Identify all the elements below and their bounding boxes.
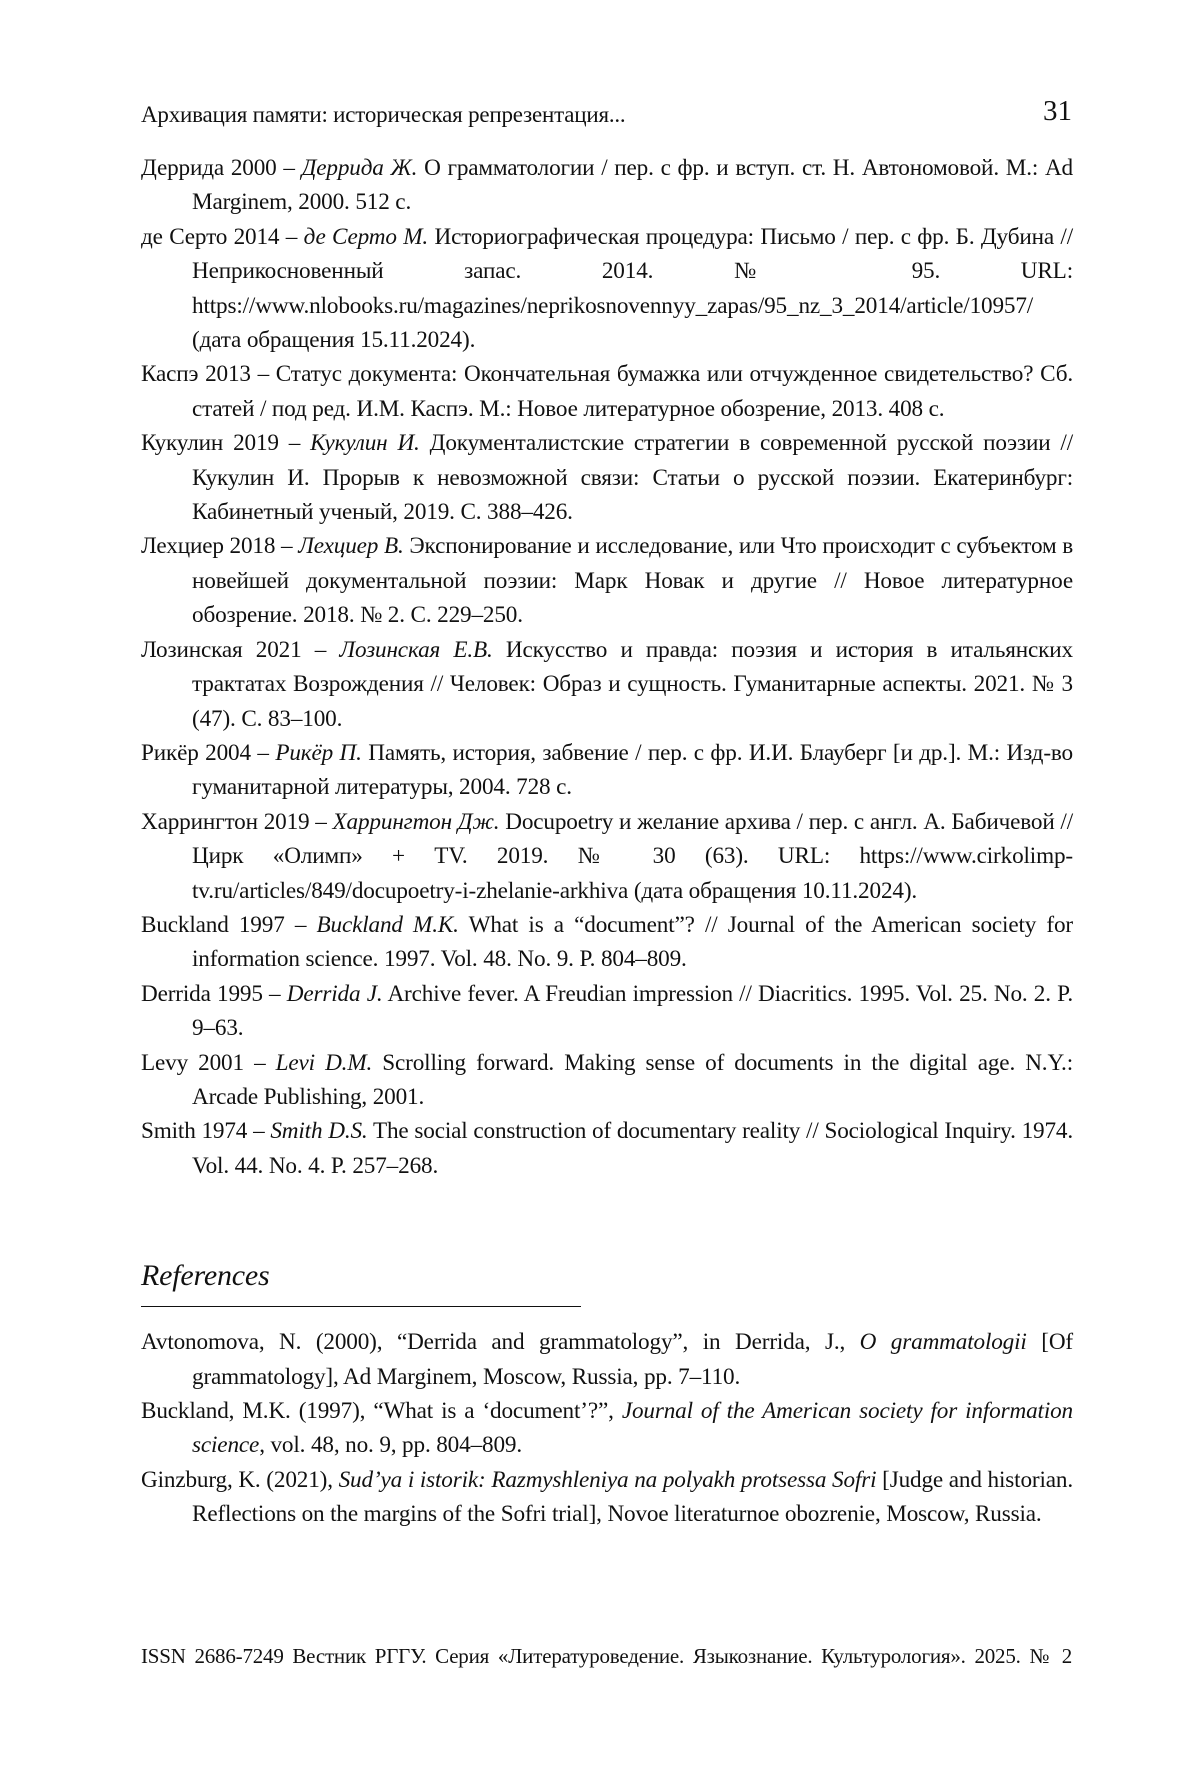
reference-entry: Buckland, M.K. (1997), “What is a ‘document’?”, Journal of the American society for information science, vol. 48, no. 9, pp. 804–809. <box>141 1394 1073 1463</box>
page-content <box>141 151 1073 1532</box>
page-number: 31 <box>1043 95 1072 128</box>
bibliography-entry: Buckland 1997 – Buckland M.K. What is a “document”? // Journal of the American society for information science. 1997. Vol. 48. No. 9. P. 804–809. <box>141 908 1073 977</box>
bibliography-list <box>141 151 1073 1183</box>
references-list <box>141 1325 1073 1531</box>
running-title: Архивация памяти: историческая репрезентация... <box>141 102 625 128</box>
bibliography-entry: Derrida 1995 – Derrida J. Archive fever. A Freudian impression // Diacritics. 1995. Vol. 25. No. 2. P. 9–63. <box>141 977 1073 1046</box>
bibliography-entry: Levy 2001 – Levi D.M. Scrolling forward. Making sense of documents in the digital age. N.Y.: Arcade Publishing, 2001. <box>141 1046 1073 1115</box>
bibliography-entry: Лозинская 2021 – Лозинская Е.В. Искусство и правда: поэзия и история в итальянских трактатах Возрождения // Человек: Образ и сущность. Гуманитарные аспекты. 2021. № 3 (47). С. 83–100. <box>141 633 1073 736</box>
bibliography-entry: Харрингтон 2019 – Харрингтон Дж. Docupoetry и желание архива / пер. с англ. А. Бабичевой // Цирк «Олимп» + TV. 2019. № 30 (63). URL: https://www.cirkolimp-tv.ru/articles/849/docupoetry-i-zhelanie-arkhiva (дата обращения 10.11.2024). <box>141 805 1073 908</box>
bibliography-entry: Smith 1974 – Smith D.S. The social construction of documentary reality // Sociological Inquiry. 1974. Vol. 44. No. 4. P. 257–268. <box>141 1114 1073 1183</box>
references-heading: References <box>141 1256 1073 1296</box>
bibliography-entry: Каспэ 2013 – Статус документа: Окончательная бумажка или отчужденное свидетельство? Сб. статей / под ред. И.М. Каспэ. М.: Новое литературное обозрение, 2013. 408 с. <box>141 357 1073 426</box>
bibliography-entry: Лехциер 2018 – Лехциер В. Экспонирование и исследование, или Что происходит с субъектом в новейшей документальной поэзии: Марк Новак и другие // Новое литературное обозрение. 2018. № 2. С. 229–250. <box>141 529 1073 632</box>
reference-entry: Avtonomova, N. (2000), “Derrida and grammatology”, in Derrida, J., O grammatologii [Of grammatology], Ad Marginem, Moscow, Russia, pp. 7–110. <box>141 1325 1073 1394</box>
running-header <box>141 88 1072 128</box>
bibliography-entry: Деррида 2000 – Деррида Ж. О грамматологии / пер. с фр. и вступ. ст. Н. Автономовой. М.: Ad Marginem, 2000. 512 с. <box>141 151 1073 220</box>
reference-entry: Ginzburg, K. (2021), Sud’ya i istorik: Razmyshleniya na polyakh protsessa Sofri [Judge and historian. Reflections on the margins of the Sofri trial], Novoe literaturnoe obozrenie, Moscow, Russia. <box>141 1463 1073 1532</box>
bibliography-entry: Кукулин 2019 – Кукулин И. Документалистские стратегии в современной русской поэзии // Кукулин И. Прорыв к невозможной связи: Статьи о русской поэзии. Екатеринбург: Кабинетный ученый, 2019. С. 388–426. <box>141 426 1073 529</box>
bibliography-entry: Рикёр 2004 – Рикёр П. Память, история, забвение / пер. с фр. И.И. Блауберг [и др.]. М.: Изд-во гуманитарной литературы, 2004. 728 с. <box>141 736 1073 805</box>
journal-footer: ISSN 2686-7249 Вестник РГГУ. Серия «Литературоведение. Языкознание. Культурология». 2025. № 2 <box>141 1644 1072 1669</box>
bibliography-entry: де Серто 2014 – де Серто М. Историографическая процедура: Письмо / пер. с фр. Б. Дубина // Неприкосновенный запас. 2014. № 95. URL: https://www.nlobooks.ru/magazines/neprikosnovennyy_zapas/95_nz_3_2014/article/10957/ (дата обращения 15.11.2024). <box>141 220 1073 358</box>
heading-rule <box>141 1306 581 1307</box>
